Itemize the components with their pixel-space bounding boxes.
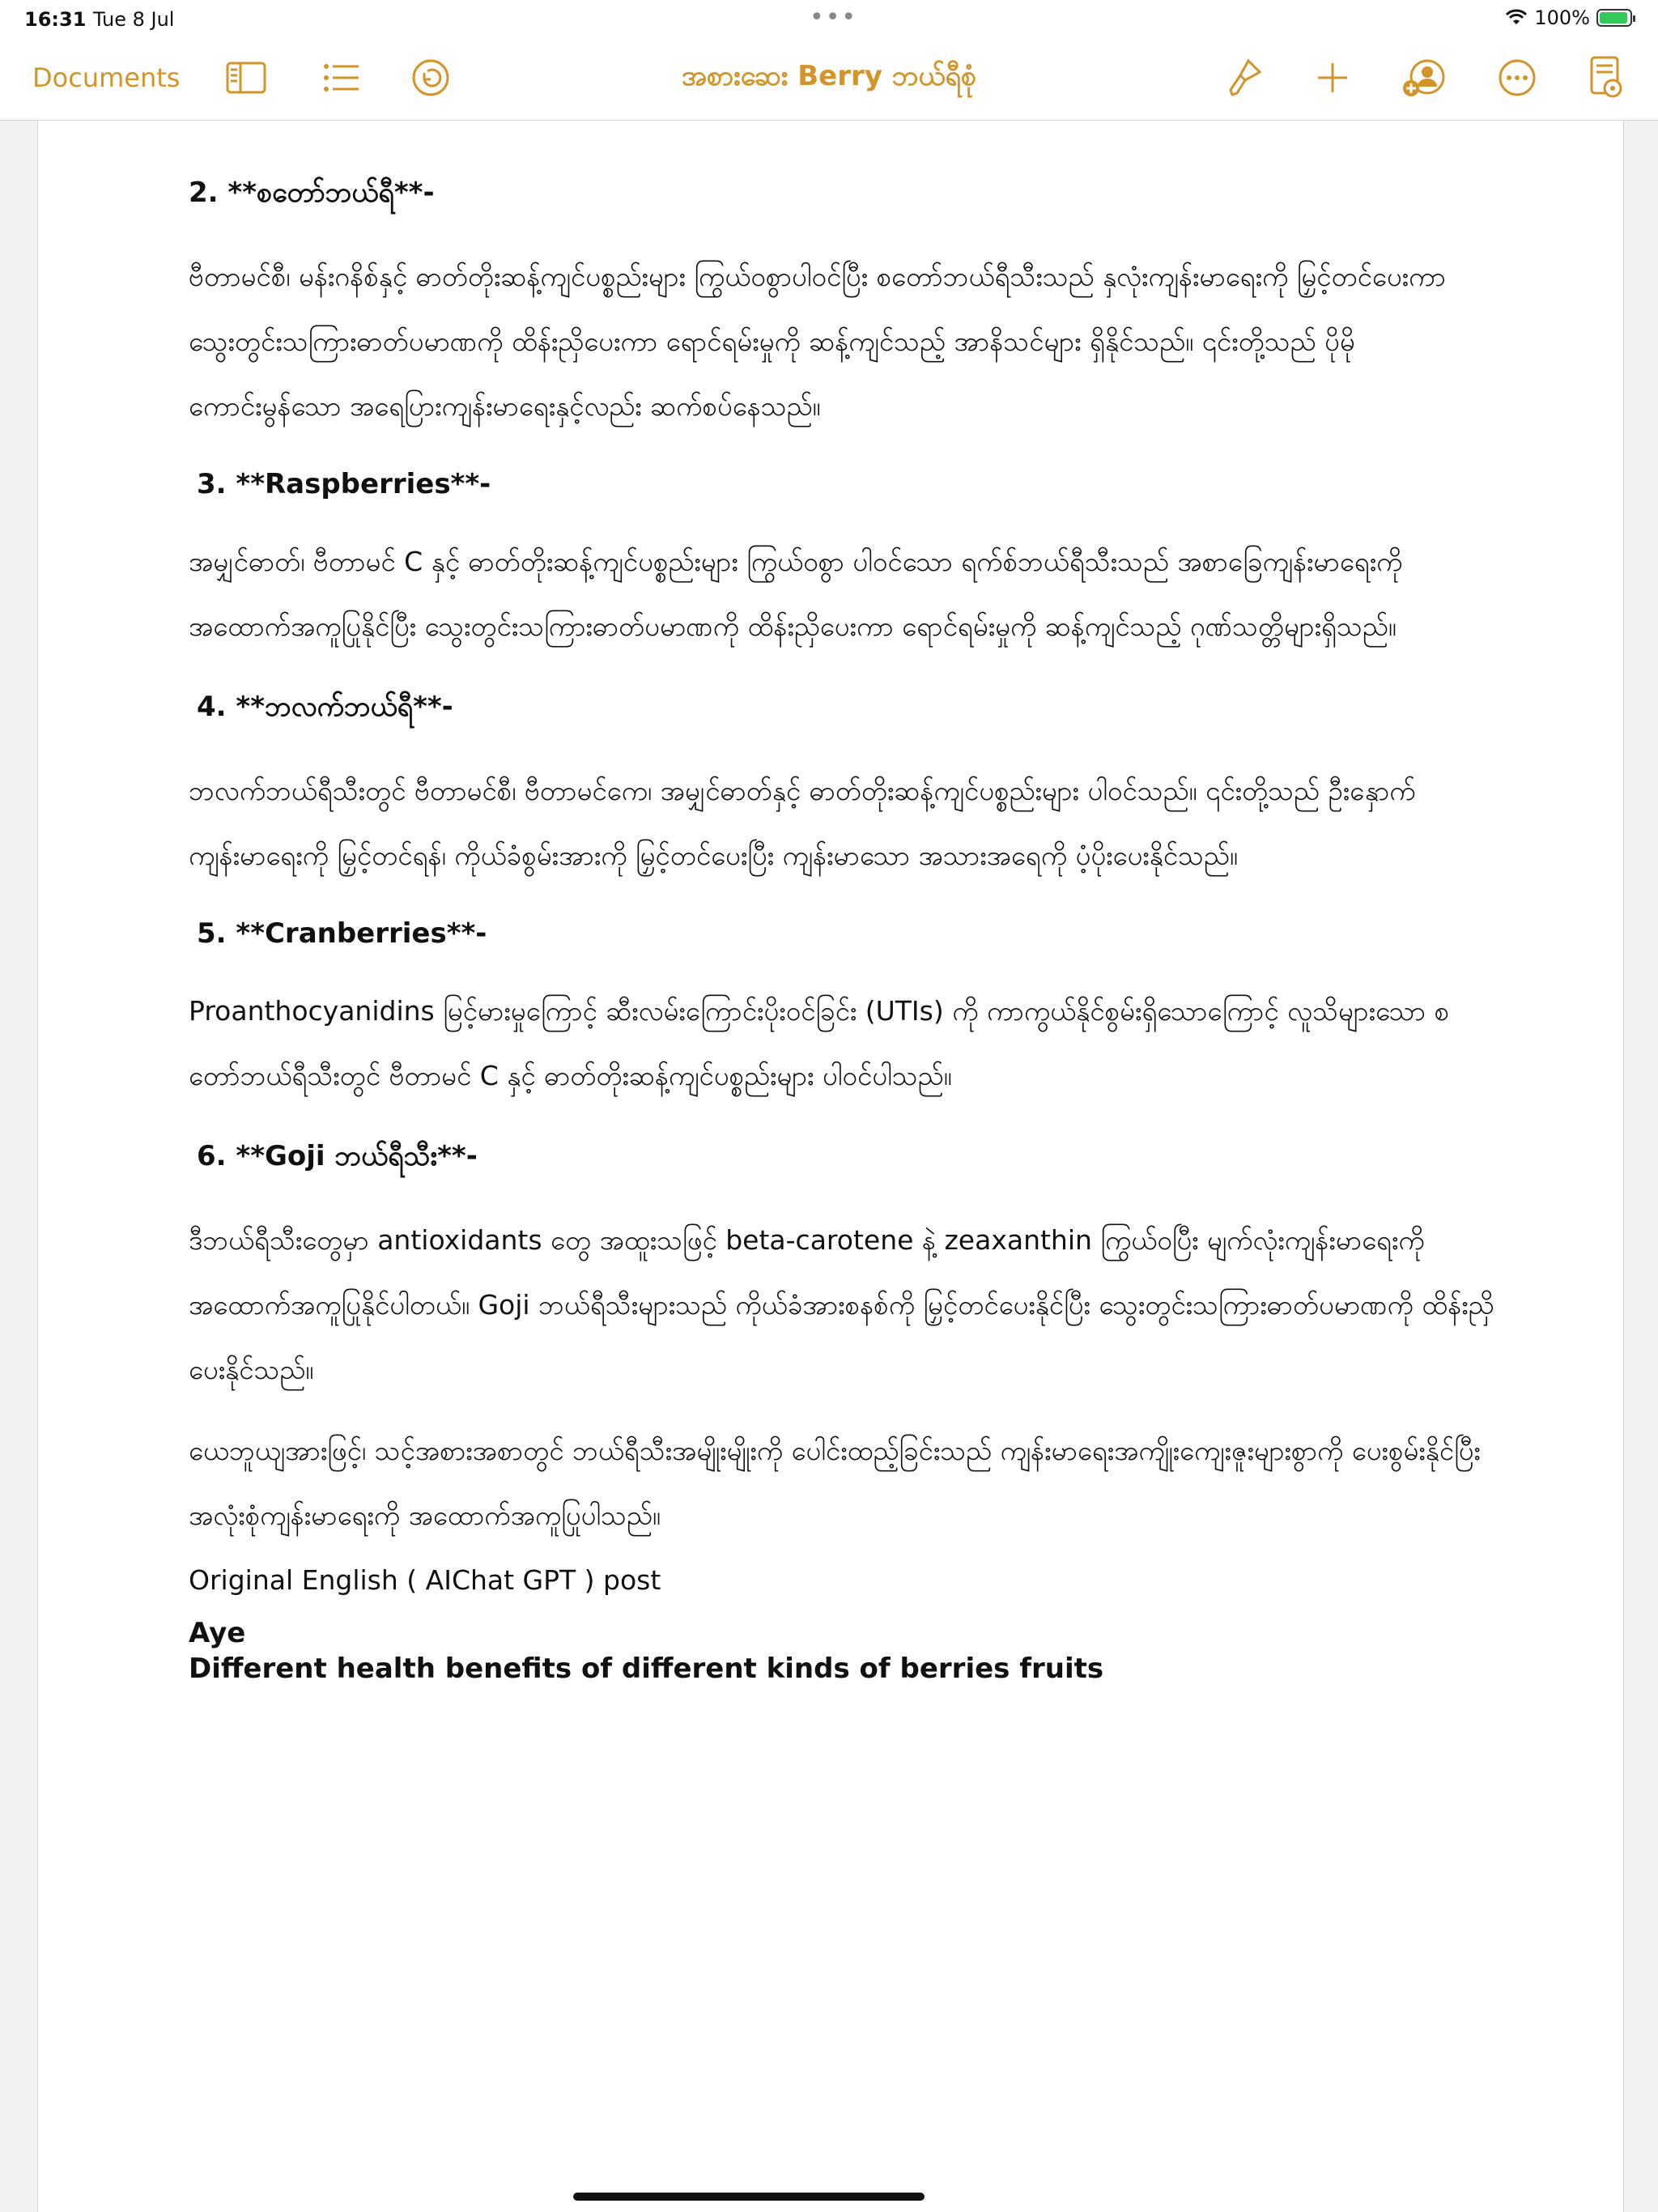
author-name: Aye (189, 1617, 246, 1649)
status-bar (0, 0, 1658, 39)
home-indicator[interactable] (573, 2193, 925, 2201)
document-view-icon[interactable] (1584, 55, 1629, 100)
battery-icon (1596, 9, 1632, 27)
document-subtitle: Different health benefits of different kinds of berries fruits (189, 1653, 1104, 1685)
source-note: Original English ( AIChat GPT ) post (189, 1564, 661, 1596)
documents-button[interactable]: Documents (32, 62, 181, 93)
section-heading-blackberry: 4. **ဘလက်ဘယ်ရီ**- (197, 691, 453, 723)
format-brush-icon[interactable] (1221, 55, 1266, 100)
wifi-icon (1505, 9, 1528, 27)
list-icon[interactable] (319, 55, 364, 100)
add-icon[interactable] (1310, 55, 1355, 100)
battery-percent: 100% (1534, 6, 1590, 29)
section-body-blackberry: ဘလက်ဘယ်ရီသီးတွင် ဗီတာမင်စီ၊ ဗီတာမင်ကေ၊ အမျှင်ဓာတ်နှင့် ဓာတ်တိုးဆန့်ကျင်ပစ္စည်းများ ပါဝင်သည်။ ၎င်းတို့သည် ဦးနှောက်ကျန်းမာရေးကို မြှင့်တင်ရန်၊ ကိုယ်ခံစွမ်းအားကို မြှင့်တင်ပေးပြီး ကျန်းမာသော အသားအရေကို ပံ့ပိုးပေးနိုင်သည်။ (189, 775, 1416, 871)
document-title-text[interactable]: အစားဆေး Berry ဘယ်ရီစုံ (681, 59, 977, 92)
section-heading-cranberries: 5. **Cranberries**- (197, 917, 487, 950)
section-body-goji: ဒီဘယ်ရီသီးတွေမှာ antioxidants တွေ အထူးသဖြင့် beta-carotene နဲ့ zeaxanthin ကြွယ်ဝပြီး မျက်လုံးကျန်းမာရေးကို အထောက်အကူပြုနိုင်ပါတယ်။ Goji ဘယ်ရီသီးများသည် ကိုယ်ခံအားစနစ်ကို မြှင့်တင်ပေးနိုင်ပြီး သွေးတွင်းသကြားဓာတ်ပမာဏကို ထိန်းညှိပေးနိုင်သည်။ (189, 1224, 1494, 1385)
collaborate-icon[interactable] (1399, 55, 1448, 100)
sidebar-icon[interactable] (223, 55, 269, 100)
more-icon[interactable] (1494, 55, 1540, 100)
section-heading-strawberry: 2. **စတော်ဘယ်ရီ**- (189, 177, 435, 209)
section-body-raspberries: အမျှင်ဓာတ်၊ ဗီတာမင် C နှင့် ဓာတ်တိုးဆန့်ကျင်ပစ္စည်းများ ကြွယ်ဝစွာ ပါဝင်သော ရက်စ်ဘယ်ရီသီးသည် အစာခြေကျန်းမာရေးကို အထောက်အကူပြုနိုင်ပြီး သွေးတွင်းသကြားဓာတ်ပမာဏကို ထိန်းညှိပေးကာ ရောင်ရမ်းမှုကို ဆန့်ကျင်သည့် ဂုဏ်သတ္တိများရှိသည်။ (189, 546, 1403, 642)
document-page[interactable] (37, 121, 1624, 2212)
app-toolbar (0, 39, 1658, 121)
section-heading-raspberries: 3. **Raspberries**- (197, 468, 491, 500)
document-content[interactable] (189, 145, 1500, 1687)
undo-icon[interactable] (408, 55, 453, 100)
section-heading-goji: 6. **Goji ဘယ်ရီသီး**- (197, 1140, 478, 1172)
section-body-strawberry: ဗီတာမင်စီ၊ မန်းဂနိစ်နှင့် ဓာတ်တိုးဆန့်ကျင်ပစ္စည်းများ ကြွယ်ဝစွာပါဝင်ပြီး စတော်ဘယ်ရီသီးသည် နှလုံးကျန်းမာရေးကို မြှင့်တင်ပေးကာ သွေးတွင်းသကြားဓာတ်ပမာဏကို ထိန်းညှိပေးကာ ရောင်ရမ်းမှုကို ဆန့်ကျင်သည့် အာနိသင်များ ရှိနိုင်သည်။ ၎င်းတို့သည် ပိုမိုကောင်းမွန်သော အရေပြားကျန်းမာရေးနှင့်လည်း ဆက်စပ်နေသည်။ (189, 261, 1446, 422)
status-time: 16:31 (24, 8, 87, 31)
section-body-cranberries: Proanthocyanidins မြင့်မားမှုကြောင့် ဆီးလမ်းကြောင်းပိုးဝင်ခြင်း (UTIs) ကို ကာကွယ်နိုင်စွမ်းရှိသောကြောင့် လူသိများသော စတော်ဘယ်ရီသီးတွင် ဗီတာမင် C နှင့် ဓာတ်တိုးဆန့်ကျင်ပစ္စည်းများ ပါဝင်ပါသည်။ (189, 995, 1450, 1091)
multitasking-dots-icon[interactable]: ••• (810, 3, 858, 32)
conclusion-paragraph: ယေဘူယျအားဖြင့်၊ သင့်အစားအစာတွင် ဘယ်ရီသီးအမျိုးမျိုးကို ပေါင်းထည့်ခြင်းသည် ကျန်းမာရေးအကျိုးကျေးဇူးများစွာကို ပေးစွမ်းနိုင်ပြီး အလုံးစုံကျန်းမာရေးကို အထောက်အကူပြုပါသည်။ (189, 1435, 1481, 1531)
status-date: Tue 8 Jul (93, 8, 175, 31)
battery-fill (1600, 12, 1627, 23)
status-right (1505, 6, 1632, 29)
